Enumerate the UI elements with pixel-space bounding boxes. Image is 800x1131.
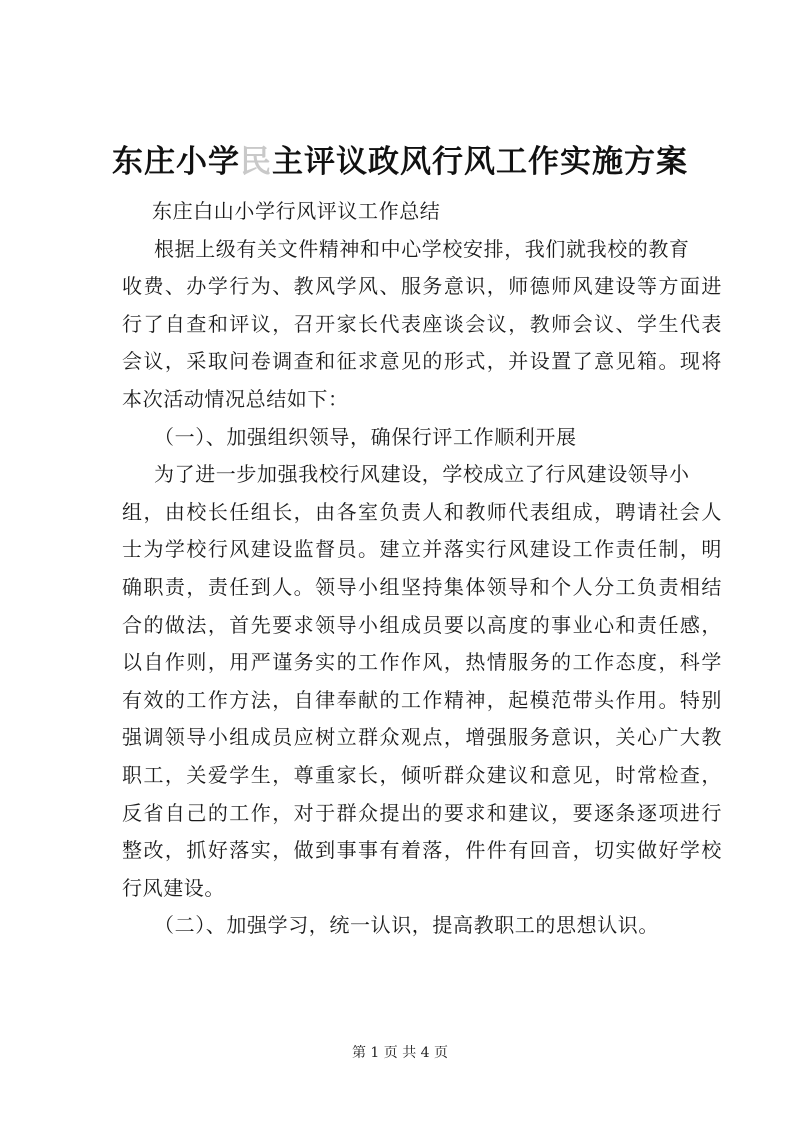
document-body (122, 193, 722, 945)
paragraph-line: 行了自查和评议，召开家长代表座谈会议，教师会议、学生代表 (122, 311, 722, 336)
paragraph-line: 会议，采取问卷调查和征求意见的形式，并设置了意见箱。现将 (122, 349, 722, 374)
page-number-footer: 第 1 页 共 4 页 (351, 1045, 449, 1061)
subtitle-line: 东庄白山小学行风评议工作总结 (152, 199, 441, 223)
paragraph-line: 以自作则，用严谨务实的工作作风，热情服务的工作态度，科学 (122, 650, 722, 675)
paragraph-line: 为了进一步加强我校行风建设，学校成立了行风建设领导小 (154, 462, 690, 487)
paragraph-line: 反省自己的工作，对于群众提出的要求和建议，要逐条逐项进行 (122, 800, 722, 825)
paragraph-line: 士为学校行风建设监督员。建立并落实行风建设工作责任制，明 (122, 537, 722, 562)
paragraph-line: 本次活动情况总结如下： (122, 386, 349, 411)
title-faded-char: 民 (240, 144, 272, 180)
paragraph-line: 职工，关爱学生，尊重家长，倾听群众建议和意见，时常检查， (122, 762, 722, 787)
paragraph-line: 强调领导小组成员应树立群众观点，增强服务意识，关心广大教 (122, 725, 722, 750)
paragraph-line: 有效的工作方法，自律奉献的工作精神，起模范带头作用。特别 (122, 687, 722, 712)
paragraph-line: 收费、办学行为、教风学风、服务意识，师德师风建设等方面进 (122, 274, 722, 299)
document-title (0, 140, 800, 184)
paragraph-line: 组，由校长任组长，由各室负责人和教师代表组成，聘请社会人 (122, 499, 722, 524)
title-part-2: 主评议政风行风工作实施方案 (272, 144, 688, 180)
section-heading: （一）、加强组织领导，确保行评工作顺利开展 (154, 424, 577, 449)
paragraph-line: 根据上级有关文件精神和中心学校安排，我们就我校的教育 (154, 236, 690, 261)
paragraph-line: 整改，抓好落实，做到事事有着落，件件有回音，切实做好学校 (122, 838, 722, 863)
paragraph-line: 确职责，责任到人。领导小组坚持集体领导和个人分工负责相结 (122, 574, 722, 599)
paragraph-line: 合的做法，首先要求领导小组成员要以高度的事业心和责任感， (122, 612, 722, 637)
paragraph-line: 行风建设。 (122, 875, 225, 900)
title-part-1: 东庄小学 (112, 144, 240, 180)
section-heading: （二）、加强学习，统一认识，提高教职工的思想认识。 (154, 913, 659, 938)
